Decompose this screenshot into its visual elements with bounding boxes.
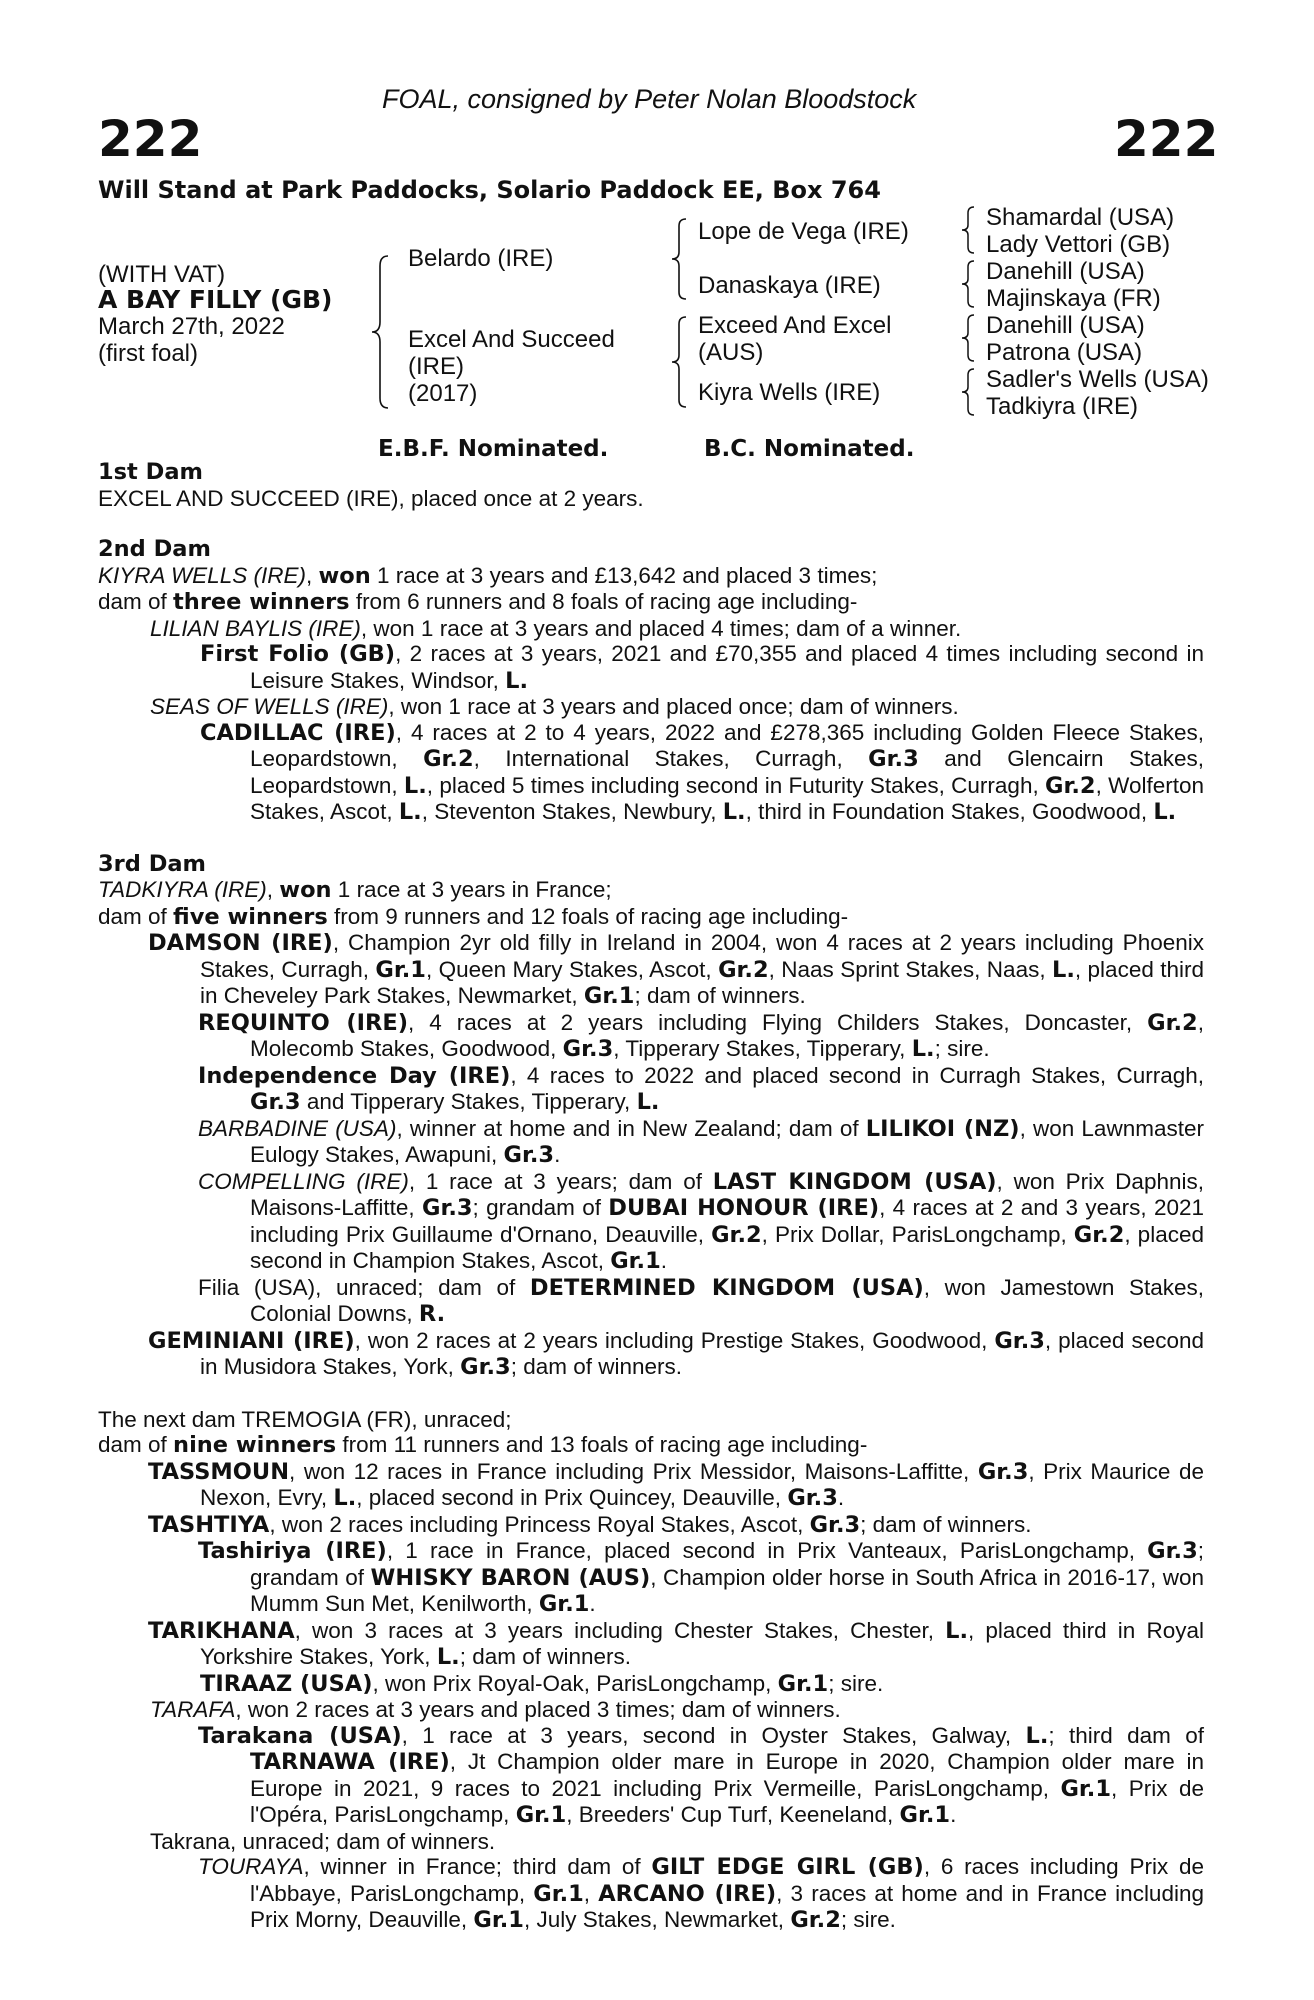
produce-entry: LILIAN BAYLIS (IRE), won 1 race at 3 years and placed 4 times; dam of a winner. xyxy=(150,615,962,641)
produce-entry: TARIKHANA, won 3 races at 3 years including Chester Stakes, Chester, L., placed third in Royal Yorkshire Stakes, York, L.; dam of winners. xyxy=(148,1617,1204,1670)
catalogue-body xyxy=(98,460,1204,1934)
pedigree-dam-line3: (2017) xyxy=(408,380,478,407)
produce-entry: COMPELLING (IRE), 1 race at 3 years; dam of LAST KINGDOM (USA), won Prix Daphnis, Maisons-Laffitte, Gr.3; grandam of DUBAI HONOUR (IRE), 4 races at 2 and 3 years, 2021 including Prix Guillaume d'Ornano, Deauville, Gr.2, Prix Dollar, ParisLongchamp, Gr.2, placed second in Champion Stakes, Ascot, Gr.1. xyxy=(198,1168,1205,1274)
pedigree-sire-sire: Lope de Vega (IRE) xyxy=(698,218,909,245)
pedigree-dam-line1: Excel And Succeed xyxy=(408,326,615,353)
next-dam-produce: dam of nine winners from 11 runners and 13 foals of racing age including- xyxy=(98,1432,868,1458)
pedigree-brace-g3-1 xyxy=(958,204,980,256)
produce-entry: CADILLAC (IRE), 4 races at 2 to 4 years, 2022 and £278,365 including Golden Fleece Stakes, Leopardstown, Gr.2, International Stakes, Curragh, Gr.3 and Glencairn Stakes, Leopardstown, L., placed 5 times including second in Futurity Stakes, Curragh, Gr.2, Wolferton Stakes, Ascot, L., Steventon Stakes, Newbury, L., third in Foundation Stakes, Goodwood, L. xyxy=(200,719,1204,825)
ebf-nominated: E.B.F. Nominated. xyxy=(378,436,609,462)
consignor-line: FOAL, consigned by Peter Nolan Bloodstock xyxy=(382,84,917,114)
produce-entry: Tarakana (USA), 1 race at 3 years, second in Oyster Stakes, Galway, L.; third dam of TARNAWA (IRE), Jt Champion older mare in Europe in 2020, Champion older mare in Europe in 2021, 9 races to 2021 including Prix Vermeille, ParisLongchamp, Gr.1, Prix de l'Opéra, ParisLongchamp, Gr.1, Breeders' Cup Turf, Keeneland, Gr.1. xyxy=(198,1722,1205,1828)
produce-entry: TARAFA, won 2 races at 3 years and placed 3 times; dam of winners. xyxy=(150,1697,841,1722)
produce-entry: TIRAAZ (USA), won Prix Royal-Oak, ParisLongchamp, Gr.1; sire. xyxy=(200,1670,884,1697)
produce-entry: BARBADINE (USA), winner at home and in New Zealand; dam of LILIKOI (NZ), won Lawnmaster Eulogy Stakes, Awapuni, Gr.3. xyxy=(198,1115,1204,1168)
produce-entry: TASHTIYA, won 2 races including Princess Royal Stakes, Ascot, Gr.3; dam of winners. xyxy=(148,1511,1032,1538)
pedigree-brace-g3-4 xyxy=(958,366,980,418)
pedigree-dds: Sadler's Wells (USA) xyxy=(986,366,1209,393)
produce-entry: TOURAYA, winner in France; third dam of GILT EDGE GIRL (GB), 6 races including Prix de l'Abbaye, ParisLongchamp, Gr.1, ARCANO (IRE), 3 races at home and in France including Prix Morny, Deauville, Gr.1, July Stakes, Newmarket, Gr.2; sire. xyxy=(198,1854,1204,1933)
vat-note: (WITH VAT) xyxy=(98,261,226,288)
pedigree-dam-dam: Kiyra Wells (IRE) xyxy=(698,379,881,406)
produce-entry: DAMSON (IRE), Champion 2yr old filly in Ireland in 2004, won 4 races at 2 years including Phoenix Stakes, Curragh, Gr.1, Queen Mary Stakes, Ascot, Gr.2, Naas Sprint Stakes, Naas, L., placed third in Cheveley Park Stakes, Newmarket, Gr.1; dam of winners. xyxy=(148,930,1205,1009)
produce-entry: Takrana, unraced; dam of winners. xyxy=(150,1828,496,1854)
third-dam-heading: 3rd Dam xyxy=(98,850,206,877)
third-dam-line: TADKIYRA (IRE), won 1 race at 3 years in France; xyxy=(98,877,612,903)
second-dam-produce: dam of three winners from 6 runners and 8 foals of racing age including- xyxy=(98,589,858,615)
pedigree-sss: Shamardal (USA) xyxy=(986,204,1175,231)
pedigree-dam-sire-line2: (AUS) xyxy=(698,339,764,366)
pedigree-dsd: Patrona (USA) xyxy=(986,339,1143,366)
first-dam-text: EXCEL AND SUCCEED (IRE), placed once at 2 years. xyxy=(98,485,644,511)
next-dam-line: The next dam TREMOGIA (FR), unraced; xyxy=(98,1406,512,1432)
pedigree-sdd: Majinskaya (FR) xyxy=(986,285,1161,312)
pedigree-brace-dam xyxy=(668,314,692,410)
pedigree-brace-gen1 xyxy=(368,252,398,412)
pedigree-sire-dam: Danaskaya (IRE) xyxy=(698,272,881,299)
pedigree-ddd: Tadkiyra (IRE) xyxy=(986,393,1139,420)
pedigree-dam-line2: (IRE) xyxy=(408,353,464,380)
horse-dob: March 27th, 2022 xyxy=(98,313,285,340)
produce-entry: Independence Day (IRE), 4 races to 2022 and placed second in Curragh Stakes, Curragh, Gr.3 and Tipperary Stakes, Tipperary, L. xyxy=(198,1062,1204,1115)
foal-note: (first foal) xyxy=(98,340,199,367)
horse-name: A BAY FILLY (GB) xyxy=(98,285,333,314)
produce-entry: SEAS OF WELLS (IRE), won 1 race at 3 years and placed once; dam of winners. xyxy=(150,694,959,719)
third-dam-produce: dam of five winners from 9 runners and 12 foals of racing age including- xyxy=(98,903,849,930)
produce-entry: TASSMOUN, won 12 races in France including Prix Messidor, Maisons-Laffitte, Gr.3, Prix Maurice de Nexon, Evry, L., placed second in Prix Quincey, Deauville, Gr.3. xyxy=(148,1458,1204,1511)
pedigree-dam-sire-line1: Exceed And Excel xyxy=(698,312,892,339)
pedigree-sds: Danehill (USA) xyxy=(986,258,1145,285)
stand-location: Will Stand at Park Paddocks, Solario Paddock EE, Box 764 xyxy=(98,176,881,204)
second-dam-line: KIYRA WELLS (IRE), won 1 race at 3 years and £13,642 and placed 3 times; xyxy=(98,562,878,589)
pedigree-dss: Danehill (USA) xyxy=(986,312,1145,339)
pedigree-brace-sire xyxy=(668,216,692,302)
pedigree-sire: Belardo (IRE) xyxy=(408,245,554,272)
produce-entry: Tashiriya (IRE), 1 race in France, placed second in Prix Vanteaux, ParisLongchamp, Gr.3; grandam of WHISKY BARON (AUS), Champion older horse in South Africa in 2016-17, won Mumm Sun Met, Kenilworth, Gr.1. xyxy=(198,1538,1204,1617)
pedigree-ssd: Lady Vettori (GB) xyxy=(986,231,1171,258)
produce-entry: GEMINIANI (IRE), won 2 races at 2 years including Prestige Stakes, Goodwood, Gr.3, placed second in Musidora Stakes, York, Gr.3; dam of winners. xyxy=(148,1327,1204,1380)
first-dam-heading: 1st Dam xyxy=(98,459,203,485)
pedigree-brace-g3-3 xyxy=(958,312,980,364)
produce-entry: REQUINTO (IRE), 4 races at 2 years including Flying Childers Stakes, Doncaster, Gr.2, Molecomb Stakes, Goodwood, Gr.3, Tipperary Stakes, Tipperary, L.; sire. xyxy=(198,1009,1204,1062)
produce-entry: Filia (USA), unraced; dam of DETERMINED KINGDOM (USA), won Jamestown Stakes, Colonial Downs, R. xyxy=(198,1274,1204,1327)
lot-number-left: 222 xyxy=(98,110,203,168)
bc-nominated: B.C. Nominated. xyxy=(704,436,915,462)
produce-entry: First Folio (GB), 2 races at 3 years, 2021 and £70,355 and placed 4 times including second in Leisure Stakes, Windsor, L. xyxy=(200,641,1204,694)
lot-number-right: 222 xyxy=(1114,110,1219,168)
second-dam-heading: 2nd Dam xyxy=(98,536,211,562)
pedigree-brace-g3-2 xyxy=(958,258,980,310)
